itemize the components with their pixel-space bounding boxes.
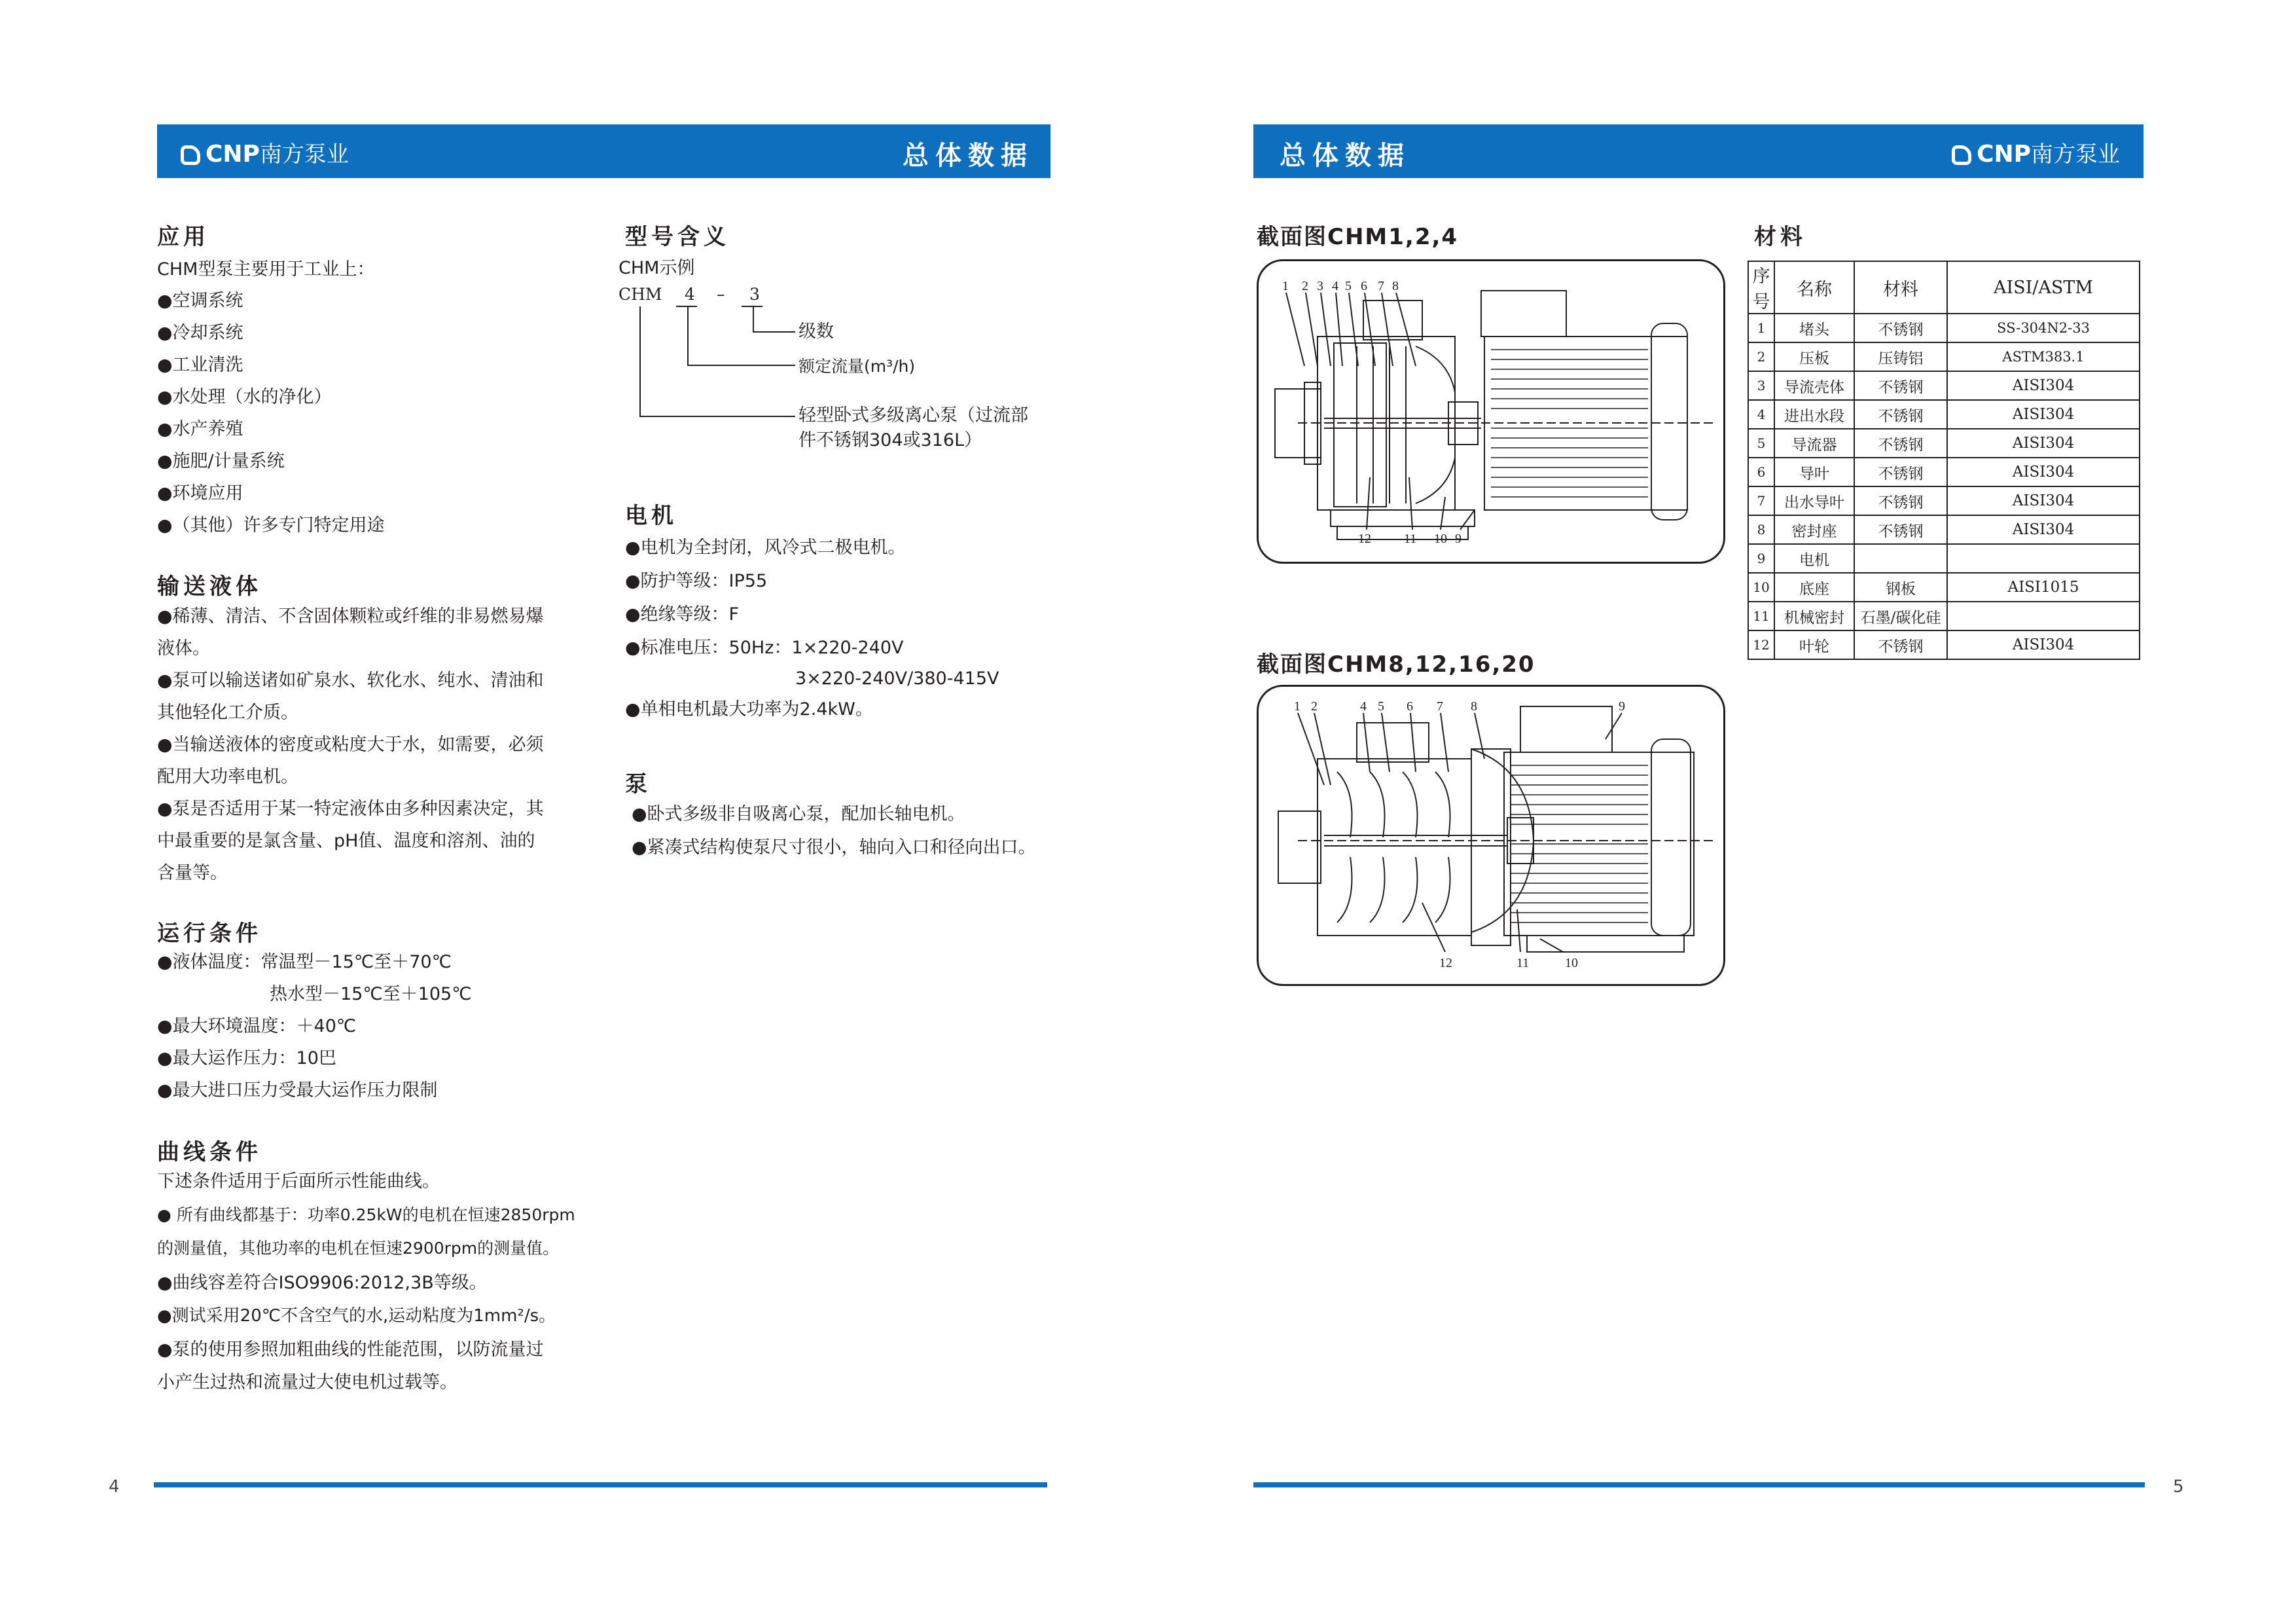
table-header-cell: 序号 bbox=[1748, 261, 1774, 314]
table-cell: 2 bbox=[1748, 342, 1774, 371]
curves-line: ●测试采用20℃不含空气的水,运动粘度为1mm²/s。 bbox=[157, 1306, 556, 1326]
pump-heading: 泵 bbox=[625, 771, 651, 797]
table-row bbox=[1748, 429, 2140, 458]
motor-line: ●电机为全封闭，风冷式二极电机。 bbox=[625, 538, 906, 558]
brand-name: 南方泵业 bbox=[2031, 141, 2120, 168]
diagram2-callout: 6 bbox=[1407, 699, 1413, 714]
table-row bbox=[1748, 515, 2140, 544]
model-example-label: CHM示例 bbox=[619, 258, 695, 278]
table-cell: 机械密封 bbox=[1774, 602, 1854, 630]
motor-line: 3×220-240V/380-415V bbox=[795, 668, 999, 689]
right-page-number: 5 bbox=[2173, 1477, 2184, 1497]
left-header-band bbox=[157, 124, 1050, 178]
table-cell: 不锈钢 bbox=[1854, 314, 1947, 342]
table-cell: AISI1015 bbox=[1947, 573, 2140, 602]
table-cell: 钢板 bbox=[1854, 573, 1947, 602]
diagram1-callout: 6 bbox=[1361, 279, 1367, 293]
materials-table bbox=[1748, 261, 2140, 660]
curves-line: 小产生过热和流量过大使电机过载等。 bbox=[157, 1372, 457, 1393]
liquids-line: ●泵可以输送诸如矿泉水、软化水、纯水、清油和 bbox=[157, 670, 544, 691]
table-cell: 6 bbox=[1748, 458, 1774, 486]
liquids-line: 配用大功率电机。 bbox=[157, 767, 298, 787]
operating-heading: 运行条件 bbox=[157, 921, 262, 947]
diagram2-callout: 4 bbox=[1360, 699, 1367, 714]
liquids-line: ●稀薄、清洁、不含固体颗粒或纤维的非易燃易爆 bbox=[157, 606, 544, 627]
table-cell: 石墨/碳化硅 bbox=[1854, 602, 1947, 630]
table-row bbox=[1748, 342, 2140, 371]
left-header-title: 总体数据 bbox=[903, 141, 1033, 171]
operating-line: 热水型－15℃至＋105℃ bbox=[270, 984, 472, 1004]
application-line: ●水处理（水的净化） bbox=[157, 387, 332, 407]
table-row bbox=[1748, 314, 2140, 342]
table-cell: 出水导叶 bbox=[1774, 486, 1854, 515]
curves-line: 的测量值，其他功率的电机在恒速2900rpm的测量值。 bbox=[157, 1239, 560, 1258]
application-heading: 应用 bbox=[157, 224, 209, 250]
table-row bbox=[1748, 573, 2140, 602]
table-cell: 不锈钢 bbox=[1854, 486, 1947, 515]
application-line: ●（其他）许多专门特定用途 bbox=[157, 515, 385, 536]
table-cell: AISI304 bbox=[1947, 515, 2140, 544]
motor-line: ●标准电压：50Hz：1×220-240V bbox=[625, 638, 904, 658]
table-row bbox=[1748, 458, 2140, 486]
table-cell bbox=[1947, 602, 2140, 630]
table-row bbox=[1748, 630, 2140, 659]
table-cell bbox=[1854, 544, 1947, 573]
table-cell: AISI304 bbox=[1947, 429, 2140, 458]
left-footer-rule bbox=[154, 1482, 1047, 1487]
cross-section-chm1-frame bbox=[1257, 259, 1725, 564]
table-cell: 5 bbox=[1748, 429, 1774, 458]
table-cell: 导叶 bbox=[1774, 458, 1854, 486]
table-header-row bbox=[1748, 261, 2140, 314]
diagram1-callout: 1 bbox=[1282, 279, 1289, 293]
diagram2-callout: 8 bbox=[1471, 699, 1477, 714]
model-type-line-2: 件不锈钢304或316L） bbox=[798, 430, 982, 450]
table-cell: AISI304 bbox=[1947, 400, 2140, 429]
curves-line: ● 所有曲线都基于：功率0.25kW的电机在恒速2850rpm bbox=[157, 1205, 575, 1224]
liquids-line: 中最重要的是氯含量、pH值、温度和溶剂、油的 bbox=[157, 831, 535, 851]
liquids-line: 含量等。 bbox=[157, 863, 228, 883]
diagram1-callout: 4 bbox=[1332, 279, 1338, 293]
table-cell: AISI304 bbox=[1947, 458, 2140, 486]
table-cell: AISI304 bbox=[1947, 371, 2140, 400]
model-connector-lines bbox=[615, 305, 798, 429]
pump-line: ●卧式多级非自吸离心泵，配加长轴电机。 bbox=[632, 804, 965, 824]
table-cell: AISI304 bbox=[1947, 486, 2140, 515]
diagram2-callout: 9 bbox=[1619, 699, 1625, 714]
motor-line: ●单相电机最大功率为2.4kW。 bbox=[625, 699, 873, 720]
table-cell: 不锈钢 bbox=[1854, 458, 1947, 486]
table-row bbox=[1748, 486, 2140, 515]
brand-name: 南方泵业 bbox=[259, 141, 349, 168]
model-heading: 型号含义 bbox=[625, 224, 730, 250]
application-line: ●空调系统 bbox=[157, 291, 243, 311]
diagram2-callout: 5 bbox=[1378, 699, 1384, 714]
model-flow-value: 4 bbox=[685, 285, 695, 304]
right-footer-rule bbox=[1253, 1482, 2145, 1487]
table-cell: 10 bbox=[1748, 573, 1774, 602]
table-cell: 堵头 bbox=[1774, 314, 1854, 342]
liquids-line: ●泵是否适用于某一特定液体由多种因素决定，其 bbox=[157, 799, 544, 819]
table-header-cell: 名称 bbox=[1774, 261, 1854, 314]
table-cell: 电机 bbox=[1774, 544, 1854, 573]
curves-line: 下述条件适用于后面所示性能曲线。 bbox=[157, 1171, 440, 1192]
cnp-logo-icon bbox=[1952, 145, 1971, 165]
diagram2-callout: 2 bbox=[1311, 699, 1318, 714]
table-cell: 叶轮 bbox=[1774, 630, 1854, 659]
table-cell: SS-304N2-33 bbox=[1947, 314, 2140, 342]
table-row bbox=[1748, 371, 2140, 400]
curves-line: ●泵的使用参照加粗曲线的性能范围，以防流量过 bbox=[157, 1340, 544, 1360]
table-cell: 密封座 bbox=[1774, 515, 1854, 544]
operating-line: ●最大环境温度：＋40℃ bbox=[157, 1016, 357, 1036]
cross-section-chm8-diagram bbox=[1259, 687, 1723, 984]
application-line: ●环境应用 bbox=[157, 483, 243, 503]
table-cell: 压板 bbox=[1774, 342, 1854, 371]
diagram1-callout: 3 bbox=[1317, 279, 1323, 293]
model-code: CHM bbox=[619, 285, 662, 304]
cross-section-chm1-diagram bbox=[1259, 261, 1723, 562]
table-cell: 12 bbox=[1748, 630, 1774, 659]
curves-line: ●曲线容差符合ISO9906:2012,3B等级。 bbox=[157, 1273, 487, 1293]
section-heading-chm8: 截面图CHM8,12,16,20 bbox=[1257, 651, 1535, 678]
brand-mark: CNP bbox=[206, 141, 260, 168]
table-cell: 不锈钢 bbox=[1854, 429, 1947, 458]
table-cell bbox=[1947, 544, 2140, 573]
motor-line: ●绝缘等级：F bbox=[625, 604, 740, 625]
diagram1-callout: 9 bbox=[1455, 532, 1462, 546]
table-cell: 9 bbox=[1748, 544, 1774, 573]
table-cell: 不锈钢 bbox=[1854, 515, 1947, 544]
liquids-line: 液体。 bbox=[157, 638, 210, 659]
diagram2-callout: 12 bbox=[1439, 956, 1452, 970]
diagram1-callout: 2 bbox=[1302, 279, 1308, 293]
table-header-cell: 材料 bbox=[1854, 261, 1947, 314]
operating-line: ●最大进口压力受最大运作压力限制 bbox=[157, 1080, 438, 1101]
table-cell: 底座 bbox=[1774, 573, 1854, 602]
model-type-line-1: 轻型卧式多级离心泵（过流部 bbox=[798, 405, 1028, 426]
liquids-heading: 输送液体 bbox=[157, 574, 262, 600]
table-cell: 进出水段 bbox=[1774, 400, 1854, 429]
table-row bbox=[1748, 400, 2140, 429]
table-cell: 3 bbox=[1748, 371, 1774, 400]
table-cell: 1 bbox=[1748, 314, 1774, 342]
table-cell: 11 bbox=[1748, 602, 1774, 630]
model-flow-label: 额定流量(m³/h) bbox=[798, 357, 916, 376]
diagram2-callout: 7 bbox=[1437, 699, 1443, 714]
motor-heading: 电机 bbox=[625, 503, 677, 529]
brand-mark: CNP bbox=[1977, 141, 2031, 168]
pump-line: ●紧凑式结构使泵尺寸很小，轴向入口和径向出口。 bbox=[632, 837, 1036, 858]
table-cell: AISI304 bbox=[1947, 630, 2140, 659]
cnp-logo-icon bbox=[181, 145, 200, 165]
diagram1-callout: 12 bbox=[1358, 532, 1371, 546]
diagram2-callout: 10 bbox=[1565, 956, 1578, 970]
diagram1-callout: 10 bbox=[1434, 532, 1447, 546]
application-line: ●水产养殖 bbox=[157, 419, 243, 439]
application-line: ●冷却系统 bbox=[157, 323, 243, 343]
materials-heading: 材料 bbox=[1754, 224, 1806, 250]
curves-heading: 曲线条件 bbox=[157, 1139, 262, 1165]
right-header-title: 总体数据 bbox=[1280, 141, 1410, 171]
diagram1-callout: 5 bbox=[1345, 279, 1352, 293]
section-heading-chm1: 截面图CHM1,2,4 bbox=[1257, 224, 1459, 250]
table-cell: 7 bbox=[1748, 486, 1774, 515]
brand-logo-right bbox=[1952, 136, 2120, 168]
table-cell: 8 bbox=[1748, 515, 1774, 544]
application-line: ●施肥/计量系统 bbox=[157, 451, 285, 471]
operating-line: ●最大运作压力：10巴 bbox=[157, 1048, 336, 1068]
table-header-cell: AISI/ASTM bbox=[1947, 261, 2140, 314]
diagram1-callout: 8 bbox=[1392, 279, 1399, 293]
table-cell: 不锈钢 bbox=[1854, 371, 1947, 400]
diagram1-callout: 7 bbox=[1378, 279, 1384, 293]
table-row bbox=[1748, 544, 2140, 573]
motor-line: ●防护等级：IP55 bbox=[625, 571, 768, 591]
table-cell: 不锈钢 bbox=[1854, 400, 1947, 429]
diagram1-callout: 11 bbox=[1404, 532, 1417, 546]
table-cell: ASTM383.1 bbox=[1947, 342, 2140, 371]
application-line: CHM型泵主要用于工业上： bbox=[157, 259, 375, 280]
left-page-number: 4 bbox=[109, 1477, 120, 1497]
table-cell: 不锈钢 bbox=[1854, 630, 1947, 659]
table-cell: 4 bbox=[1748, 400, 1774, 429]
model-stage-label: 级数 bbox=[798, 321, 834, 342]
diagram2-callout: 1 bbox=[1294, 699, 1300, 714]
cross-section-chm8-frame bbox=[1257, 685, 1725, 986]
model-stage-value: 3 bbox=[749, 285, 760, 304]
model-dash: – bbox=[717, 285, 725, 304]
table-cell: 压铸铝 bbox=[1854, 342, 1947, 371]
liquids-line: 其他轻化工介质。 bbox=[157, 702, 298, 723]
operating-line: ●液体温度：常温型－15℃至＋70℃ bbox=[157, 952, 452, 972]
diagram2-callout: 11 bbox=[1516, 956, 1530, 970]
application-line: ●工业清洗 bbox=[157, 355, 243, 375]
table-cell: 导流壳体 bbox=[1774, 371, 1854, 400]
table-row bbox=[1748, 602, 2140, 630]
right-header-band bbox=[1253, 124, 2144, 178]
liquids-line: ●当输送液体的密度或粘度大于水，如需要，必须 bbox=[157, 735, 544, 755]
brand-logo bbox=[181, 136, 349, 168]
table-cell: 导流器 bbox=[1774, 429, 1854, 458]
